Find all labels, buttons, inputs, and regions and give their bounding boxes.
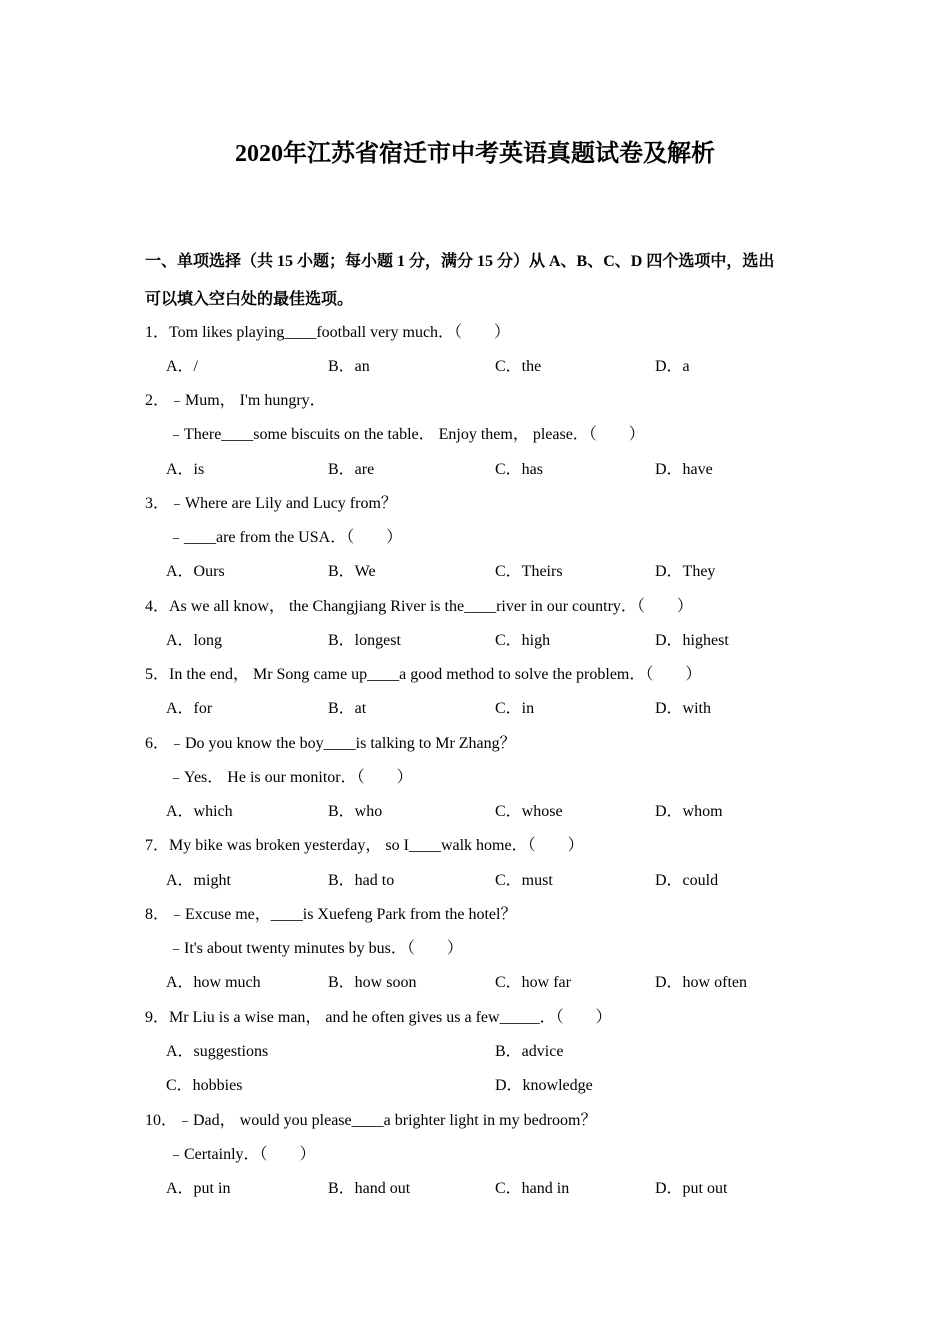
q10-option-b: B．hand out <box>328 1180 411 1197</box>
q9-option-c: C．hobbies <box>166 1077 243 1094</box>
question-3-line-2: ﹣____are from the USA．（ ） <box>168 529 403 546</box>
question-10: 10．﹣Dad， would you please____a brighter light in my bedroom？ <box>145 1112 597 1129</box>
q3-option-d: D．They <box>655 563 716 580</box>
q9-option-a: A．suggestions <box>166 1043 269 1060</box>
question-6-line-2: ﹣Yes． He is our monitor．（ ） <box>168 769 413 786</box>
page-title: 2020年江苏省宿迁市中考英语真题试卷及解析 <box>235 141 715 167</box>
q6-option-b: B．who <box>328 803 383 820</box>
q2-option-b: B．are <box>328 461 375 478</box>
q5-option-d: D．with <box>655 700 712 717</box>
question-9: 9．Mr Liu is a wise man， and he often gives us a few_____．（ ） <box>145 1009 612 1026</box>
q7-option-b: B．had to <box>328 872 395 889</box>
q3-option-a: A．Ours <box>166 563 225 580</box>
q7-option-d: D．could <box>655 872 719 889</box>
q4-option-c: C．high <box>495 632 551 649</box>
section-heading-line-2: 可以填入空白处的最佳选项。 <box>145 291 354 308</box>
q3-option-b: B．We <box>328 563 376 580</box>
q8-option-b: B．how soon <box>328 974 417 991</box>
question-1: 1．Tom likes playing____football very much．（ ） <box>145 324 511 341</box>
q1-option-a: A．/ <box>166 358 199 375</box>
q2-option-c: C．has <box>495 461 544 478</box>
q8-option-a: A．how much <box>166 974 261 991</box>
section-heading-line-1: 一、单项选择（共 15 小题；每小题 1 分，满分 15 分）从 A、B、C、D 四个选项中，选出 <box>145 253 775 270</box>
q6-option-d: D．whom <box>655 803 723 820</box>
q1-option-b: B．an <box>328 358 370 375</box>
question-8-line-2: ﹣It's about twenty minutes by bus．（ ） <box>168 940 463 957</box>
q8-option-d: D．how often <box>655 974 747 991</box>
q10-option-a: A．put in <box>166 1180 231 1197</box>
question-7: 7．My bike was broken yesterday， so I____walk home．（ ） <box>145 837 584 854</box>
q8-option-c: C．how far <box>495 974 571 991</box>
q4-option-d: D．highest <box>655 632 729 649</box>
q1-option-c: C．the <box>495 358 542 375</box>
question-6: 6．﹣Do you know the boy____is talking to Mr Zhang？ <box>145 735 516 752</box>
q10-option-c: C．hand in <box>495 1180 570 1197</box>
q9-option-b: B．advice <box>495 1043 564 1060</box>
q5-option-b: B．at <box>328 700 367 717</box>
q6-option-a: A．which <box>166 803 233 820</box>
q1-option-d: D．a <box>655 358 690 375</box>
q5-option-a: A．for <box>166 700 213 717</box>
question-8: 8．﹣Excuse me，____is Xuefeng Park from the hotel？ <box>145 906 517 923</box>
q5-option-c: C．in <box>495 700 535 717</box>
q7-option-c: C．must <box>495 872 553 889</box>
q4-option-b: B．longest <box>328 632 401 649</box>
q3-option-c: C．Theirs <box>495 563 563 580</box>
q10-option-d: D．put out <box>655 1180 728 1197</box>
question-2: 2．﹣Mum， I'm hungry． <box>145 392 326 409</box>
q6-option-c: C．whose <box>495 803 563 820</box>
question-5: 5．In the end， Mr Song came up____a good method to solve the problem．（ ） <box>145 666 702 683</box>
question-3: 3．﹣Where are Lily and Lucy from？ <box>145 495 397 512</box>
question-10-line-2: ﹣Certainly．（ ） <box>168 1146 316 1163</box>
question-4: 4．As we all know， the Changjiang River is the____river in our country．（ ） <box>145 598 693 615</box>
q4-option-a: A．long <box>166 632 223 649</box>
q7-option-a: A．might <box>166 872 231 889</box>
question-2-line-2: ﹣There____some biscuits on the table． Enjoy them， please．（ ） <box>168 426 645 443</box>
q2-option-d: D．have <box>655 461 713 478</box>
q2-option-a: A．is <box>166 461 205 478</box>
q9-option-d: D．knowledge <box>495 1077 593 1094</box>
